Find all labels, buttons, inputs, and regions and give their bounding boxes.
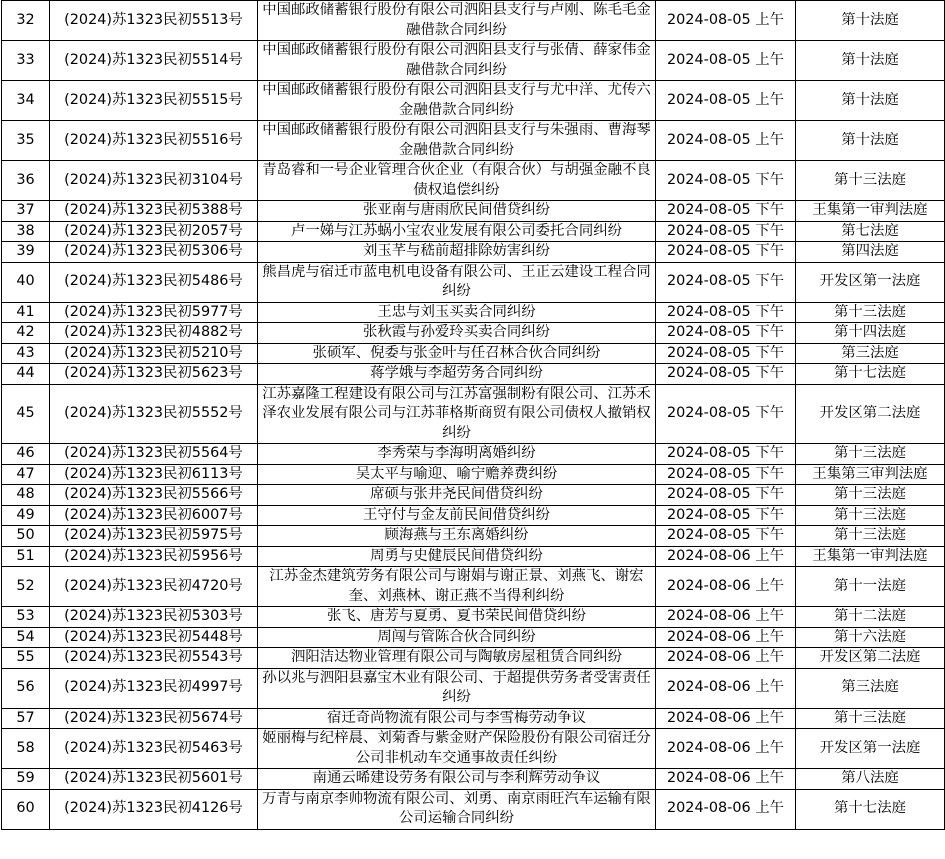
case-number-cell: (2024)苏1323民初5513号	[50, 1, 258, 41]
row-number-cell: 54	[2, 627, 50, 648]
table-row	[2, 708, 945, 729]
table-row	[2, 384, 945, 444]
case-number-cell: (2024)苏1323民初5975号	[50, 526, 258, 547]
table-row	[2, 1, 945, 41]
table-row	[2, 546, 945, 567]
case-parties-cell: 中国邮政储蓄银行股份有限公司泗阳县支行与朱强雨、曹海琴金融借款合同纠纷	[258, 121, 656, 161]
courtroom-cell: 第八法庭	[796, 769, 945, 790]
hearing-date-cell: 2024-08-05 下午	[656, 485, 796, 506]
case-parties-cell: 顾海燕与王东离婚纠纷	[258, 526, 656, 547]
hearing-date-cell: 2024-08-05 上午	[656, 41, 796, 81]
row-number-cell: 37	[2, 201, 50, 222]
courtroom-cell: 开发区第一法庭	[796, 262, 945, 302]
courtroom-cell: 王集第一审判法庭	[796, 201, 945, 222]
courtroom-cell: 第四法庭	[796, 242, 945, 263]
hearing-date-cell: 2024-08-05 下午	[656, 384, 796, 444]
table-row	[2, 444, 945, 465]
case-number-cell: (2024)苏1323民初5210号	[50, 343, 258, 364]
case-number-cell: (2024)苏1323民初5674号	[50, 708, 258, 729]
table-row	[2, 343, 945, 364]
row-number-cell: 46	[2, 444, 50, 465]
table-row	[2, 161, 945, 201]
courtroom-cell: 第十三法庭	[796, 161, 945, 201]
hearing-date-cell: 2024-08-06 上午	[656, 648, 796, 669]
hearing-date-cell: 2024-08-06 上午	[656, 729, 796, 769]
hearing-date-cell: 2024-08-06 上午	[656, 546, 796, 567]
case-number-cell: (2024)苏1323民初5564号	[50, 444, 258, 465]
hearing-date-cell: 2024-08-05 下午	[656, 302, 796, 323]
hearing-date-cell: 2024-08-05 下午	[656, 323, 796, 344]
case-number-cell: (2024)苏1323民初5543号	[50, 648, 258, 669]
row-number-cell: 48	[2, 485, 50, 506]
hearing-date-cell: 2024-08-05 上午	[656, 81, 796, 121]
courtroom-cell: 第十三法庭	[796, 708, 945, 729]
row-number-cell: 56	[2, 668, 50, 708]
courtroom-cell: 第十六法庭	[796, 627, 945, 648]
table-row	[2, 242, 945, 263]
case-parties-cell: 周闯与管陈合伙合同纠纷	[258, 627, 656, 648]
table-row	[2, 201, 945, 222]
case-parties-cell: 张飞、唐芳与夏勇、夏书荣民间借贷纠纷	[258, 607, 656, 628]
courtroom-cell: 第三法庭	[796, 343, 945, 364]
case-number-cell: (2024)苏1323民初5388号	[50, 201, 258, 222]
case-parties-cell: 孙以兆与泗阳县嘉宝木业有限公司、于超提供劳务者受害责任纠纷	[258, 668, 656, 708]
case-number-cell: (2024)苏1323民初6113号	[50, 464, 258, 485]
row-number-cell: 32	[2, 1, 50, 41]
row-number-cell: 33	[2, 41, 50, 81]
case-parties-cell: 蒋学娥与李超劳务合同纠纷	[258, 364, 656, 385]
table-row	[2, 81, 945, 121]
table-body	[2, 1, 945, 830]
row-number-cell: 53	[2, 607, 50, 628]
row-number-cell: 44	[2, 364, 50, 385]
table-row	[2, 485, 945, 506]
case-parties-cell: 李秀荣与李海明离婚纠纷	[258, 444, 656, 465]
row-number-cell: 36	[2, 161, 50, 201]
case-number-cell: (2024)苏1323民初4882号	[50, 323, 258, 344]
case-number-cell: (2024)苏1323民初5448号	[50, 627, 258, 648]
courtroom-cell: 第十法庭	[796, 41, 945, 81]
case-number-cell: (2024)苏1323民初4720号	[50, 567, 258, 607]
hearing-date-cell: 2024-08-05 下午	[656, 221, 796, 242]
table-row	[2, 323, 945, 344]
case-parties-cell: 卢一娣与江苏蜗小宝农业发展有限公司委托合同纠纷	[258, 221, 656, 242]
hearing-date-cell: 2024-08-05 下午	[656, 161, 796, 201]
table-row	[2, 364, 945, 385]
hearing-date-cell: 2024-08-05 下午	[656, 526, 796, 547]
courtroom-cell: 第十四法庭	[796, 323, 945, 344]
hearing-date-cell: 2024-08-05 下午	[656, 364, 796, 385]
case-number-cell: (2024)苏1323民初5514号	[50, 41, 258, 81]
table-row	[2, 607, 945, 628]
case-number-cell: (2024)苏1323民初5601号	[50, 769, 258, 790]
courtroom-cell: 第七法庭	[796, 221, 945, 242]
case-parties-cell: 周勇与史健辰民间借贷纠纷	[258, 546, 656, 567]
case-number-cell: (2024)苏1323民初5566号	[50, 485, 258, 506]
case-number-cell: (2024)苏1323民初6007号	[50, 505, 258, 526]
row-number-cell: 35	[2, 121, 50, 161]
row-number-cell: 38	[2, 221, 50, 242]
table-row	[2, 302, 945, 323]
courtroom-cell: 第十七法庭	[796, 364, 945, 385]
hearing-date-cell: 2024-08-06 上午	[656, 789, 796, 829]
row-number-cell: 49	[2, 505, 50, 526]
hearing-date-cell: 2024-08-05 上午	[656, 121, 796, 161]
hearing-date-cell: 2024-08-05 上午	[656, 1, 796, 41]
case-number-cell: (2024)苏1323民初5956号	[50, 546, 258, 567]
case-parties-cell: 张秋霞与孙爱玲买卖合同纠纷	[258, 323, 656, 344]
hearing-date-cell: 2024-08-06 上午	[656, 769, 796, 790]
row-number-cell: 50	[2, 526, 50, 547]
case-parties-cell: 泗阳洁达物业管理有限公司与陶敏房屋租赁合同纠纷	[258, 648, 656, 669]
courtroom-cell: 王集第一审判法庭	[796, 546, 945, 567]
row-number-cell: 60	[2, 789, 50, 829]
case-parties-cell: 宿迁奇尚物流有限公司与李雪梅劳动争议	[258, 708, 656, 729]
case-number-cell: (2024)苏1323民初2057号	[50, 221, 258, 242]
case-parties-cell: 江苏金杰建筑劳务有限公司与谢娟与谢正景、刘燕飞、谢宏奎、刘燕林、谢正燕不当得利纠纷	[258, 567, 656, 607]
row-number-cell: 52	[2, 567, 50, 607]
hearing-date-cell: 2024-08-05 下午	[656, 242, 796, 263]
row-number-cell: 45	[2, 384, 50, 444]
case-number-cell: (2024)苏1323民初5463号	[50, 729, 258, 769]
courtroom-cell: 第十三法庭	[796, 444, 945, 465]
courtroom-cell: 开发区第二法庭	[796, 648, 945, 669]
hearing-date-cell: 2024-08-06 上午	[656, 668, 796, 708]
table-row	[2, 41, 945, 81]
table-row	[2, 121, 945, 161]
table-row	[2, 505, 945, 526]
case-number-cell: (2024)苏1323民初5977号	[50, 302, 258, 323]
courtroom-cell: 开发区第一法庭	[796, 729, 945, 769]
table-row	[2, 464, 945, 485]
courtroom-cell: 第十三法庭	[796, 302, 945, 323]
case-parties-cell: 万青与南京李帅物流有限公司、刘勇、南京雨旺汽车运输有限公司运输合同纠纷	[258, 789, 656, 829]
case-number-cell: (2024)苏1323民初5306号	[50, 242, 258, 263]
courtroom-cell: 第十二法庭	[796, 607, 945, 628]
row-number-cell: 57	[2, 708, 50, 729]
hearing-date-cell: 2024-08-06 上午	[656, 607, 796, 628]
table-row	[2, 769, 945, 790]
case-parties-cell: 刘玉芊与嵇前超排除妨害纠纷	[258, 242, 656, 263]
case-number-cell: (2024)苏1323民初5486号	[50, 262, 258, 302]
hearing-date-cell: 2024-08-05 下午	[656, 444, 796, 465]
row-number-cell: 43	[2, 343, 50, 364]
table-row	[2, 668, 945, 708]
case-parties-cell: 南通云晞建设劳务有限公司与李利辉劳动争议	[258, 769, 656, 790]
case-parties-cell: 王忠与刘玉买卖合同纠纷	[258, 302, 656, 323]
hearing-date-cell: 2024-08-06 上午	[656, 627, 796, 648]
case-parties-cell: 熊昌虎与宿迁市蓝电机电设备有限公司、王正云建设工程合同纠纷	[258, 262, 656, 302]
row-number-cell: 47	[2, 464, 50, 485]
table-row	[2, 526, 945, 547]
courtroom-cell: 第十法庭	[796, 1, 945, 41]
courtroom-cell: 开发区第二法庭	[796, 384, 945, 444]
table-row	[2, 262, 945, 302]
courtroom-cell: 第十七法庭	[796, 789, 945, 829]
courtroom-cell: 第十三法庭	[796, 526, 945, 547]
courtroom-cell: 第十法庭	[796, 121, 945, 161]
case-parties-cell: 中国邮政储蓄银行股份有限公司泗阳县支行与尤中洋、尤传六金融借款合同纠纷	[258, 81, 656, 121]
case-parties-cell: 姬丽梅与纪梓晨、刘菊香与紫金财产保险股份有限公司宿迁分公司非机动车交通事故责任纠纷	[258, 729, 656, 769]
case-parties-cell: 中国邮政储蓄银行股份有限公司泗阳县支行与张倩、薛家伟金融借款合同纠纷	[258, 41, 656, 81]
courtroom-cell: 第十三法庭	[796, 485, 945, 506]
hearing-schedule-table	[1, 0, 945, 830]
case-parties-cell: 张亚南与唐雨欣民间借贷纠纷	[258, 201, 656, 222]
row-number-cell: 42	[2, 323, 50, 344]
case-number-cell: (2024)苏1323民初5303号	[50, 607, 258, 628]
case-number-cell: (2024)苏1323民初4997号	[50, 668, 258, 708]
table-row	[2, 567, 945, 607]
hearing-date-cell: 2024-08-05 下午	[656, 343, 796, 364]
case-number-cell: (2024)苏1323民初5515号	[50, 81, 258, 121]
row-number-cell: 39	[2, 242, 50, 263]
hearing-date-cell: 2024-08-06 上午	[656, 708, 796, 729]
case-parties-cell: 王守付与金友前民间借贷纠纷	[258, 505, 656, 526]
case-parties-cell: 中国邮政储蓄银行股份有限公司泗阳县支行与卢刚、陈毛毛金融借款合同纠纷	[258, 1, 656, 41]
table-row	[2, 789, 945, 829]
row-number-cell: 55	[2, 648, 50, 669]
row-number-cell: 59	[2, 769, 50, 790]
row-number-cell: 40	[2, 262, 50, 302]
case-number-cell: (2024)苏1323民初4126号	[50, 789, 258, 829]
table-row	[2, 729, 945, 769]
case-number-cell: (2024)苏1323民初5516号	[50, 121, 258, 161]
row-number-cell: 41	[2, 302, 50, 323]
courtroom-cell: 第十三法庭	[796, 505, 945, 526]
case-parties-cell: 江苏嘉隆工程建设有限公司与江苏富强制粉有限公司、江苏禾泽农业发展有限公司与江苏菲格斯商贸有限公司债权人撤销权纠纷	[258, 384, 656, 444]
case-number-cell: (2024)苏1323民初3104号	[50, 161, 258, 201]
table-row	[2, 221, 945, 242]
table-row	[2, 648, 945, 669]
courtroom-cell: 第三法庭	[796, 668, 945, 708]
hearing-date-cell: 2024-08-05 下午	[656, 201, 796, 222]
row-number-cell: 34	[2, 81, 50, 121]
row-number-cell: 58	[2, 729, 50, 769]
hearing-date-cell: 2024-08-06 上午	[656, 567, 796, 607]
courtroom-cell: 第十法庭	[796, 81, 945, 121]
case-parties-cell: 吴太平与喻迎、喻宁赡养费纠纷	[258, 464, 656, 485]
case-parties-cell: 张硕军、倪委与张金叶与任召林合伙合同纠纷	[258, 343, 656, 364]
table-row	[2, 627, 945, 648]
hearing-date-cell: 2024-08-05 下午	[656, 262, 796, 302]
row-number-cell: 51	[2, 546, 50, 567]
case-number-cell: (2024)苏1323民初5623号	[50, 364, 258, 385]
case-parties-cell: 席硕与张井尧民间借贷纠纷	[258, 485, 656, 506]
case-number-cell: (2024)苏1323民初5552号	[50, 384, 258, 444]
hearing-date-cell: 2024-08-05 下午	[656, 464, 796, 485]
hearing-date-cell: 2024-08-05 下午	[656, 505, 796, 526]
courtroom-cell: 第十一法庭	[796, 567, 945, 607]
case-parties-cell: 青岛睿和一号企业管理合伙企业（有限合伙）与胡强金融不良债权追偿纠纷	[258, 161, 656, 201]
courtroom-cell: 王集第三审判法庭	[796, 464, 945, 485]
